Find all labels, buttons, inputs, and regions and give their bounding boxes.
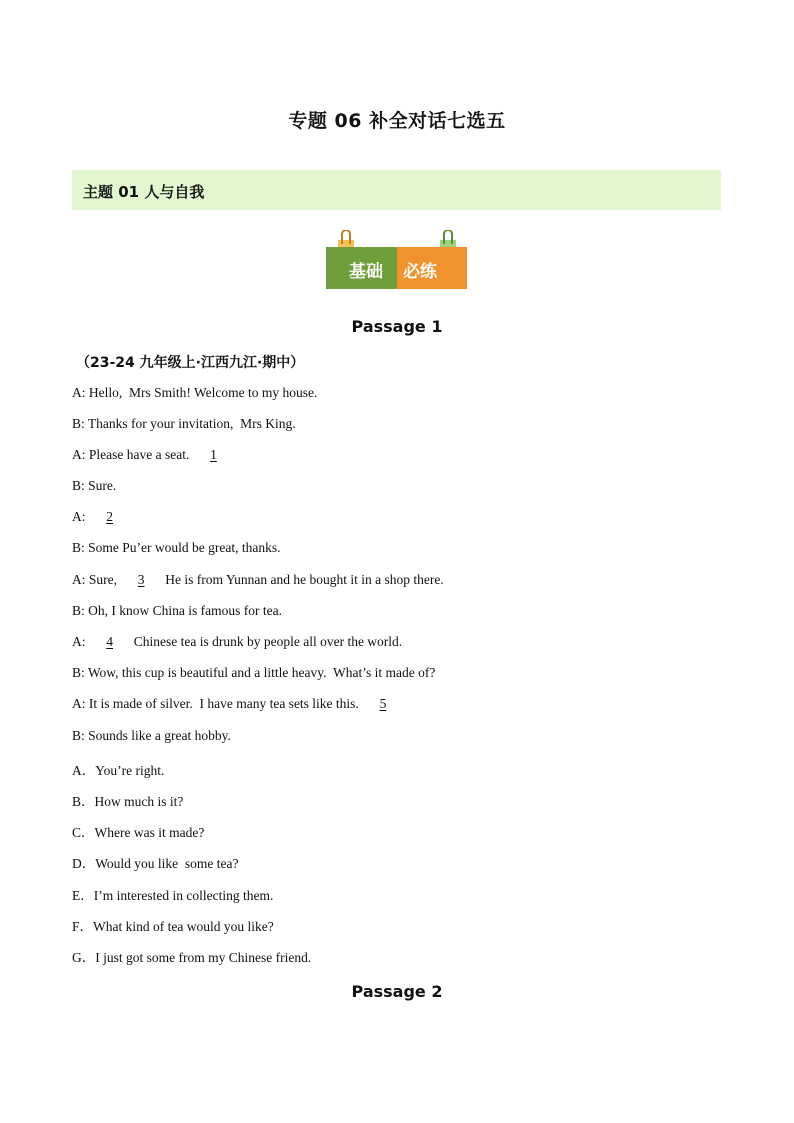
answer-blank[interactable]: 4 [106, 634, 113, 649]
option-item: F．What kind of tea would you like? [72, 919, 274, 934]
dialogue-line: A: 4 Chinese tea is drunk by people all over the world. [72, 634, 403, 649]
dialogue-line: A: It is made of silver. I have many tea sets like this. 5 [72, 696, 400, 712]
dialogue-line: B: Sounds like a great hobby. [72, 728, 231, 743]
answer-blank[interactable]: 2 [106, 509, 113, 524]
dialogue-line: B: Oh, I know China is famous for tea. [72, 603, 282, 618]
option-item: E．I’m interested in collecting them. [72, 888, 274, 903]
dialogue-line: B: Sure. [72, 478, 117, 493]
dialogue-line: B: Thanks for your invitation, Mrs King. [72, 416, 296, 431]
answer-blank[interactable]: 5 [379, 696, 387, 711]
passage-heading: Passage 1 [351, 317, 443, 336]
dialogue-line: A: Please have a seat. 1 [72, 447, 231, 463]
option-item: G．I just got some from my Chinese friend. [72, 950, 312, 965]
dialogue-line: B: Some Pu’er would be great, thanks. [72, 540, 281, 555]
source-note: （23-24 九年级上·江西九江·期中） [76, 355, 305, 371]
badge-left-label: 基础 [349, 262, 383, 282]
dialogue-line: A: Sure, 3 He is from Yunnan and he bought it in a shop there. [72, 572, 444, 587]
passage-heading: Passage 2 [351, 982, 443, 1001]
practice-badge [326, 230, 468, 290]
answer-blank[interactable]: 1 [210, 447, 217, 462]
theme-bar [72, 170, 721, 210]
option-item: D．Would you like some tea? [72, 856, 239, 871]
badge-right-label: 必练 [403, 262, 437, 282]
option-item: A．You’re right. [72, 763, 165, 778]
theme-label: 主题 01 人与自我 [83, 183, 205, 201]
option-item: B．How much is it? [72, 794, 184, 809]
answer-blank[interactable]: 3 [137, 572, 145, 587]
dialogue-line: B: Wow, this cup is beautiful and a little heavy. What’s it made of? [72, 665, 436, 680]
page-title: 专题 06 补全对话七选五 [288, 110, 506, 132]
option-item: C．Where was it made? [72, 825, 205, 840]
dialogue-line: A: 2 [72, 509, 127, 525]
dialogue-line: A: Hello, Mrs Smith! Welcome to my house. [72, 385, 318, 400]
